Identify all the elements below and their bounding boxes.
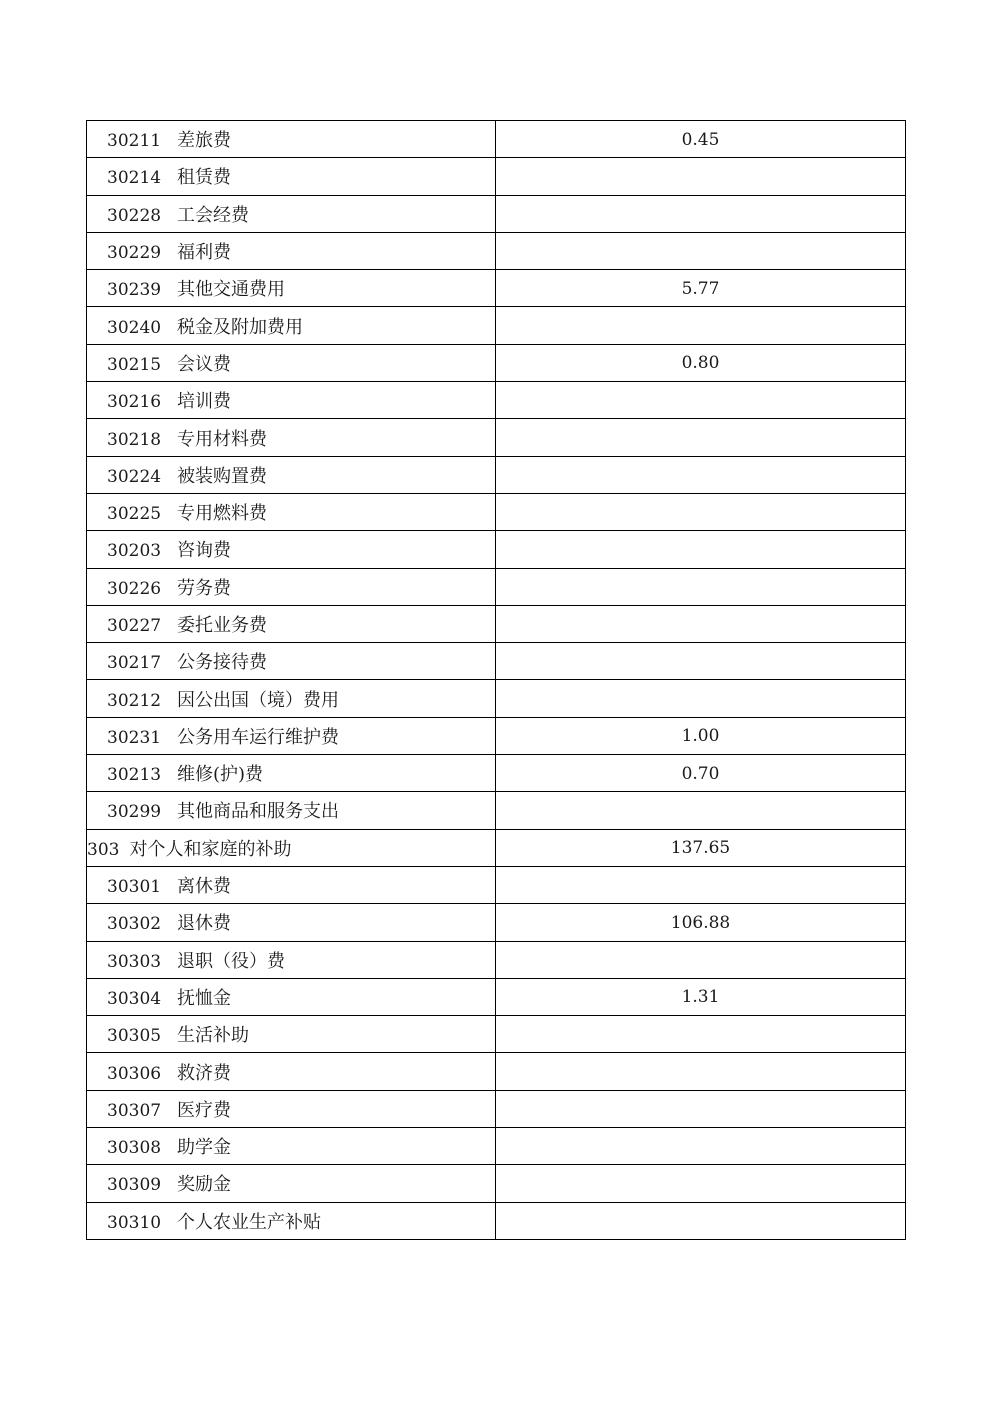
amount-cell xyxy=(496,456,906,493)
amount-cell xyxy=(496,270,906,307)
account-code: 30304 xyxy=(107,988,162,1009)
amount-cell xyxy=(496,904,906,941)
account-code: 30240 xyxy=(107,317,162,338)
amount-cell xyxy=(496,344,906,381)
amount-value: 137.65 xyxy=(670,838,731,859)
account-code: 30217 xyxy=(107,653,162,674)
amount-cell xyxy=(496,121,906,158)
account-label: 委托业务费 xyxy=(177,615,267,636)
account-cell xyxy=(87,531,496,568)
amount-cell xyxy=(496,1128,906,1165)
account-code: 30212 xyxy=(107,690,162,711)
account-cell xyxy=(87,866,496,903)
account-code: 30310 xyxy=(107,1212,162,1233)
amount-cell xyxy=(496,605,906,642)
account-code: 30227 xyxy=(107,616,162,636)
account-code: 30231 xyxy=(107,727,162,748)
account-cell xyxy=(87,568,496,605)
account-label: 劳务费 xyxy=(177,577,231,599)
account-label: 其他交通费用 xyxy=(177,279,285,301)
account-code: 30302 xyxy=(107,914,162,935)
account-code: 30299 xyxy=(107,802,162,823)
account-cell xyxy=(87,419,496,456)
amount-cell xyxy=(496,568,906,605)
amount-cell xyxy=(496,158,906,195)
account-code: 30224 xyxy=(107,466,162,487)
account-label: 差旅费 xyxy=(177,130,231,152)
account-cell xyxy=(87,195,496,232)
account-label: 公务用车运行维护费 xyxy=(177,726,339,748)
table-row xyxy=(87,568,906,605)
account-label: 因公出国（境）费用 xyxy=(177,689,339,711)
account-label: 被装购置费 xyxy=(177,465,267,487)
amount-value: 5.77 xyxy=(681,278,720,299)
table-row xyxy=(87,792,906,829)
account-cell xyxy=(87,158,496,195)
account-label: 医疗费 xyxy=(177,1099,231,1121)
amount-cell xyxy=(496,755,906,792)
table-row xyxy=(87,1090,906,1127)
table-row xyxy=(87,382,906,419)
amount-cell xyxy=(496,1165,906,1202)
table-row xyxy=(87,531,906,568)
table-row xyxy=(87,270,906,307)
table-body xyxy=(87,121,906,1240)
account-label: 退休费 xyxy=(177,913,231,935)
account-label: 生活补助 xyxy=(177,1025,249,1047)
account-label: 公务接待费 xyxy=(177,652,267,674)
account-cell xyxy=(87,904,496,941)
table-row xyxy=(87,158,906,195)
amount-cell xyxy=(496,1202,906,1239)
expenditure-table xyxy=(86,120,906,1240)
amount-cell xyxy=(496,680,906,717)
account-code: 30226 xyxy=(107,578,162,599)
table-row xyxy=(87,643,906,680)
account-code: 30213 xyxy=(107,765,162,786)
account-cell xyxy=(87,792,496,829)
table-row xyxy=(87,1165,906,1202)
account-cell xyxy=(87,717,496,754)
account-code: 30211 xyxy=(107,131,162,152)
table-row xyxy=(87,605,906,642)
table-row xyxy=(87,419,906,456)
table-row xyxy=(87,904,906,941)
account-cell xyxy=(87,121,496,158)
account-label: 租赁费 xyxy=(177,167,231,189)
amount-cell xyxy=(496,1016,906,1053)
account-cell xyxy=(87,1202,496,1239)
table-row xyxy=(87,680,906,717)
amount-cell xyxy=(496,195,906,232)
account-cell xyxy=(87,307,496,344)
account-cell xyxy=(87,941,496,978)
account-cell xyxy=(87,978,496,1015)
table-row xyxy=(87,456,906,493)
account-code: 30239 xyxy=(107,280,162,301)
account-label: 培训费 xyxy=(177,391,231,413)
account-code: 30301 xyxy=(107,877,162,898)
account-label: 维修(护)费 xyxy=(177,764,264,786)
table-row xyxy=(87,1016,906,1053)
table-row xyxy=(87,941,906,978)
table-row xyxy=(87,307,906,344)
amount-cell xyxy=(496,866,906,903)
account-label: 奖励金 xyxy=(177,1174,231,1196)
amount-cell xyxy=(496,382,906,419)
account-cell xyxy=(87,605,496,642)
account-cell xyxy=(87,755,496,792)
account-label: 个人农业生产补贴 xyxy=(177,1211,321,1233)
account-label: 救济费 xyxy=(177,1062,231,1084)
amount-cell xyxy=(496,307,906,344)
account-label: 税金及附加费用 xyxy=(177,316,303,338)
account-code: 30228 xyxy=(107,205,162,226)
account-label: 专用材料费 xyxy=(177,428,267,450)
table-row xyxy=(87,121,906,158)
table-row xyxy=(87,493,906,530)
table-row xyxy=(87,1202,906,1239)
table-row xyxy=(87,232,906,269)
account-code: 30305 xyxy=(107,1026,162,1047)
account-cell xyxy=(87,1053,496,1090)
account-cell xyxy=(87,270,496,307)
account-code: 30216 xyxy=(107,392,162,413)
account-code: 30229 xyxy=(107,243,162,264)
amount-cell xyxy=(496,643,906,680)
amount-value: 0.70 xyxy=(681,763,720,784)
amount-cell xyxy=(496,419,906,456)
amount-cell xyxy=(496,232,906,269)
account-label: 离休费 xyxy=(177,876,231,898)
account-code: 30225 xyxy=(107,504,162,525)
account-code: 30306 xyxy=(107,1063,162,1084)
account-label: 助学金 xyxy=(177,1137,231,1159)
amount-cell xyxy=(496,941,906,978)
account-code: 30203 xyxy=(107,541,162,562)
account-cell xyxy=(87,680,496,717)
amount-value: 1.00 xyxy=(681,726,720,747)
amount-cell xyxy=(496,1090,906,1127)
account-code: 30308 xyxy=(107,1138,162,1159)
account-cell xyxy=(87,1090,496,1127)
table-row xyxy=(87,866,906,903)
account-code: 30307 xyxy=(107,1100,162,1121)
account-cell xyxy=(87,1128,496,1165)
table-row xyxy=(87,978,906,1015)
account-cell xyxy=(87,493,496,530)
account-label: 专用燃料费 xyxy=(177,503,267,525)
account-code: 30303 xyxy=(107,951,162,972)
amount-value: 1.31 xyxy=(681,987,720,1008)
amount-value: 0.45 xyxy=(681,129,720,150)
account-cell xyxy=(87,829,496,866)
table-group-row xyxy=(87,829,906,866)
table-row xyxy=(87,717,906,754)
table-row xyxy=(87,195,906,232)
account-label: 抚恤金 xyxy=(177,987,231,1009)
account-cell xyxy=(87,1016,496,1053)
account-code: 30218 xyxy=(107,429,162,450)
account-code: 30214 xyxy=(107,168,162,189)
account-cell xyxy=(87,382,496,419)
amount-cell xyxy=(496,792,906,829)
account-label: 福利费 xyxy=(177,242,231,264)
table-row xyxy=(87,344,906,381)
amount-cell xyxy=(496,1053,906,1090)
account-label: 会议费 xyxy=(177,353,231,375)
amount-cell xyxy=(496,978,906,1015)
account-cell xyxy=(87,232,496,269)
account-label: 咨询费 xyxy=(177,540,231,562)
table-row xyxy=(87,755,906,792)
table-row xyxy=(87,1053,906,1090)
amount-cell xyxy=(496,829,906,866)
account-code: 303 xyxy=(87,839,120,860)
account-label: 其他商品和服务支出 xyxy=(177,801,339,823)
account-cell xyxy=(87,456,496,493)
account-label: 对个人和家庭的补助 xyxy=(129,838,292,860)
account-cell xyxy=(87,344,496,381)
account-cell xyxy=(87,643,496,680)
amount-cell xyxy=(496,717,906,754)
amount-value: 106.88 xyxy=(670,912,731,933)
table-row xyxy=(87,1128,906,1165)
amount-cell xyxy=(496,531,906,568)
amount-value: 0.80 xyxy=(681,353,720,374)
account-label: 退职（役）费 xyxy=(177,950,285,972)
account-code: 30309 xyxy=(107,1175,162,1196)
account-code: 30215 xyxy=(107,354,162,375)
account-label: 工会经费 xyxy=(177,204,249,226)
account-cell xyxy=(87,1165,496,1202)
amount-cell xyxy=(496,493,906,530)
